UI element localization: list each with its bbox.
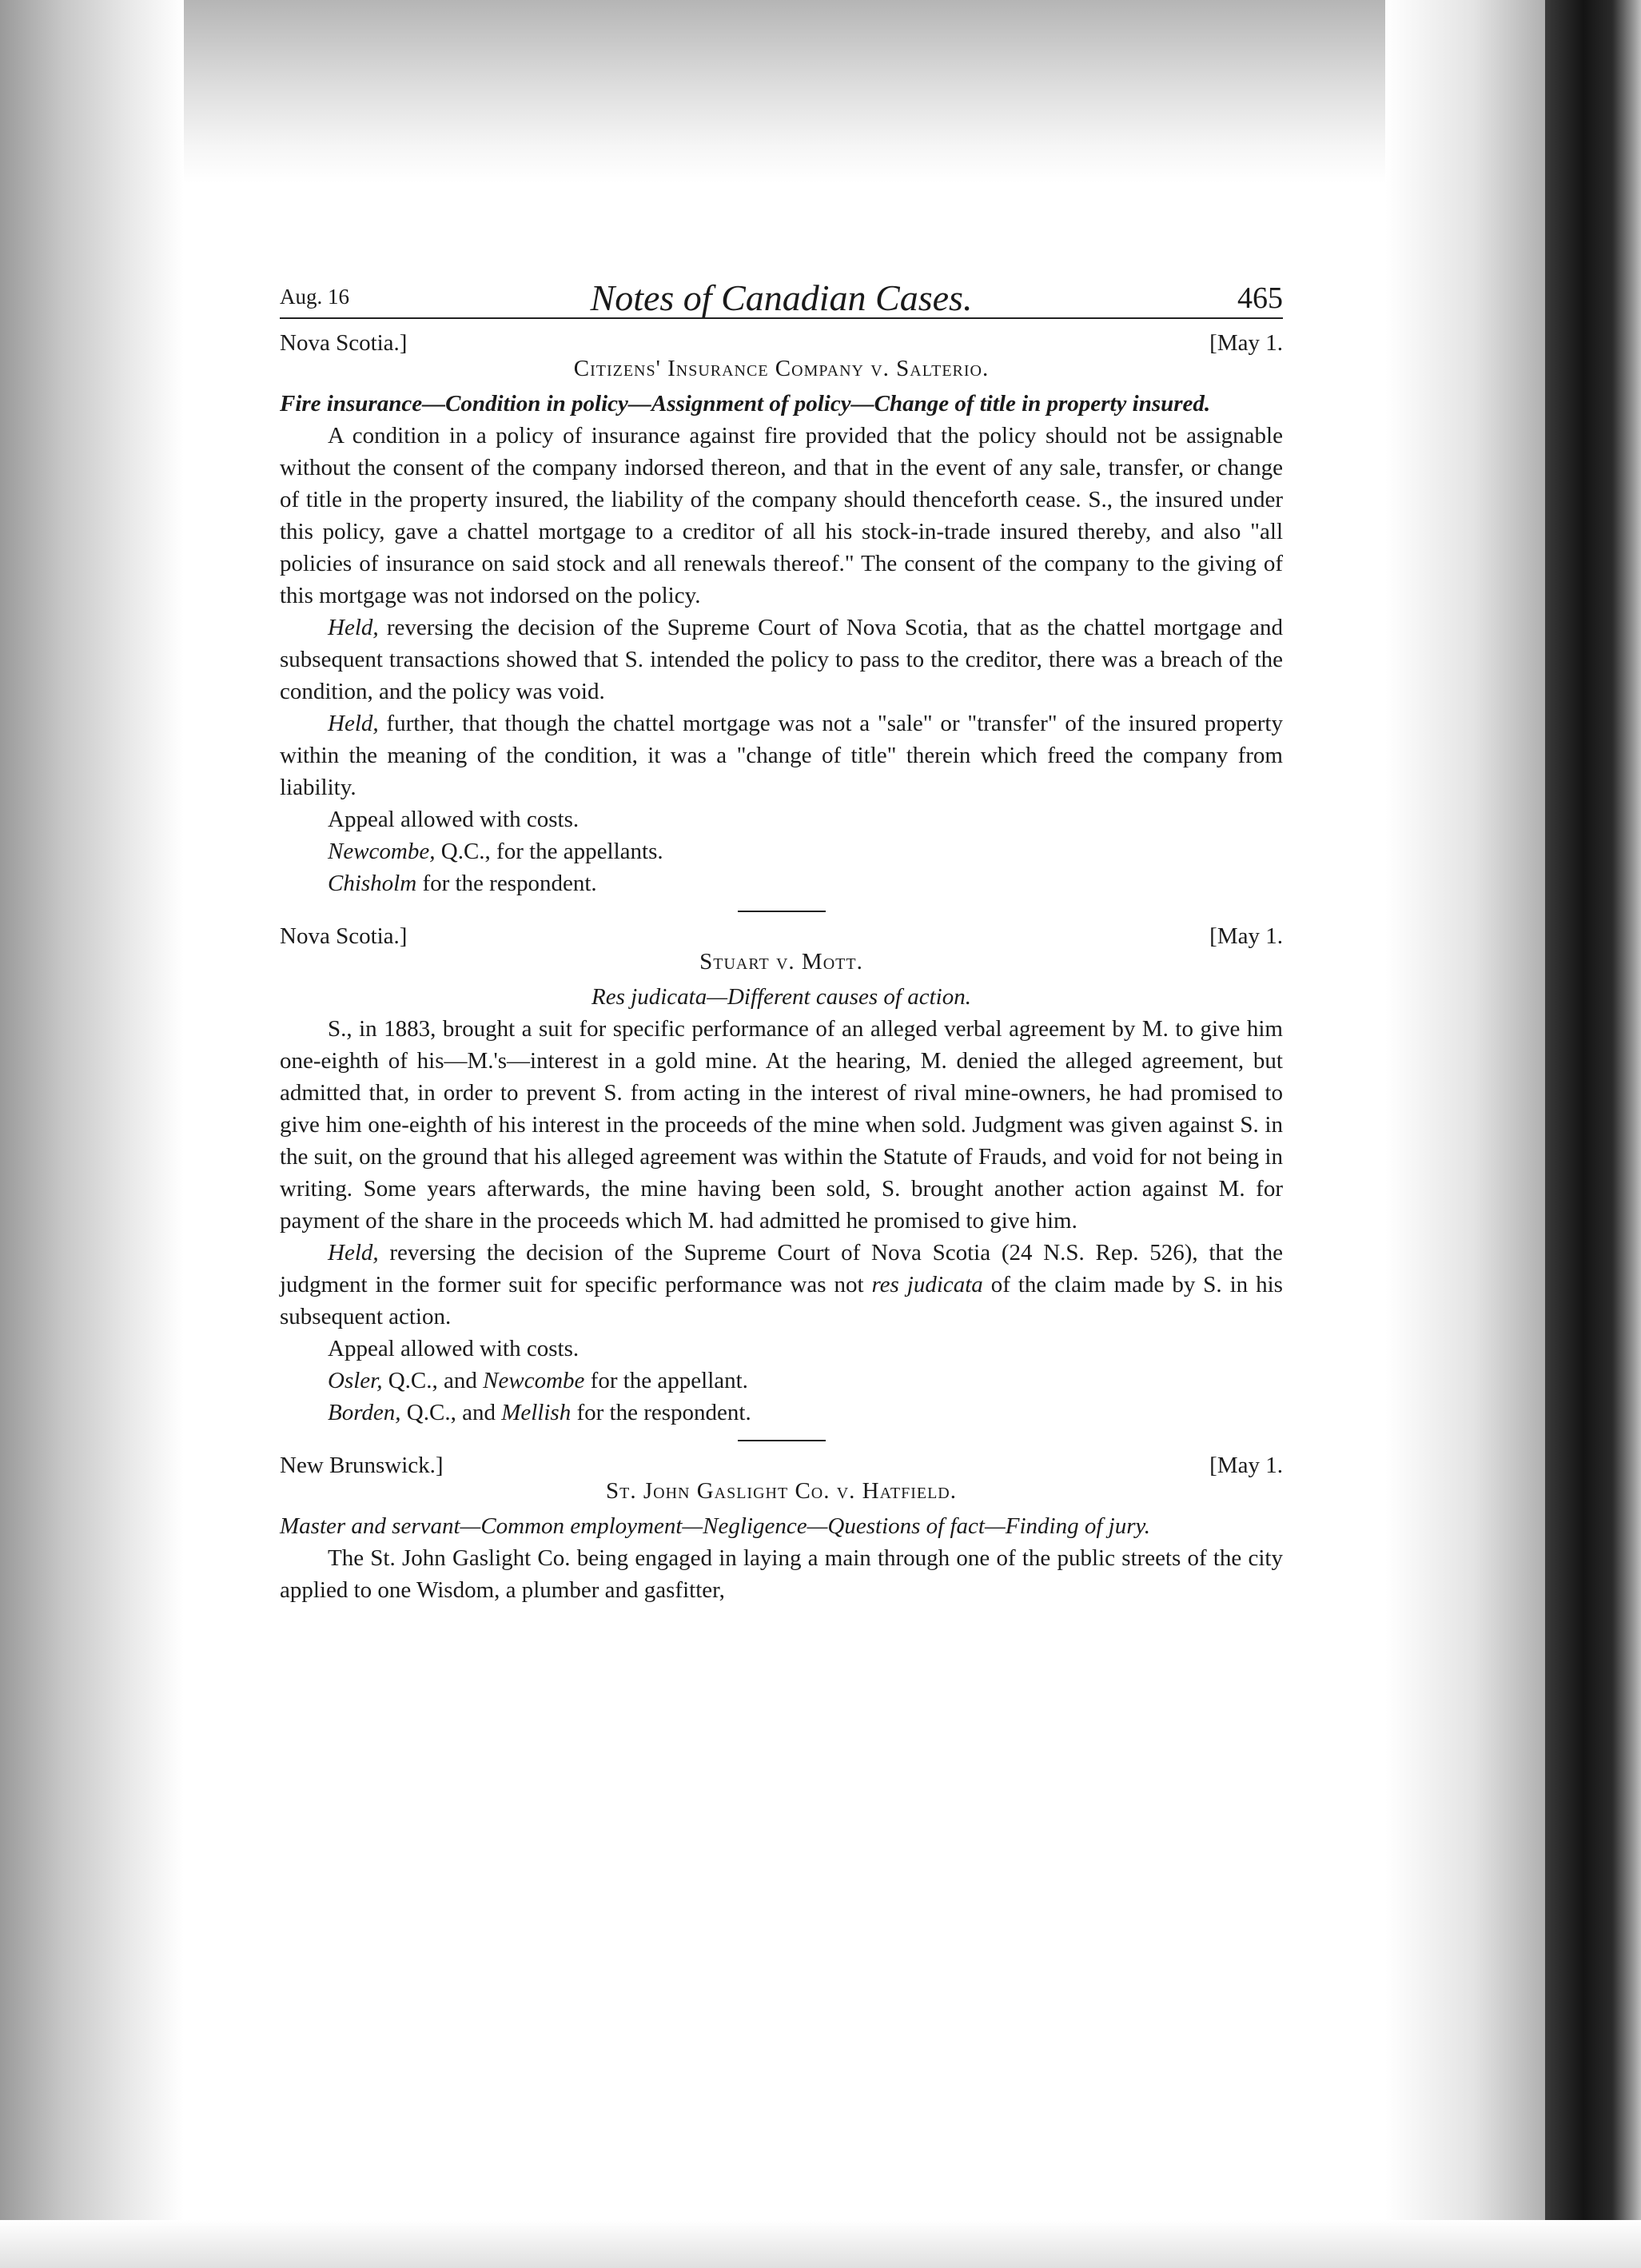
case-st-john-gaslight — [280, 1449, 1283, 1606]
case-paragraph: S., in 1883, brought a suit for specific performance of an alleged verbal agreement by M. to give him one-eighth of his—M.'s—interest in a gold mine. At the hearing, M. denied the alleged agreement, but admitted that, in order to prevent S. from acting in the interest of rival mine-owners, he had promised to give him one-eighth of his interest in the proceeds of the mine when sold. Judgment was given against S. in the suit, on the ground that his alleged agreement was within the Statute of Frauds, and void for not being in writing. Some years afterwards, the mine having been sold, S. brought another action against M. for payment of the share in the proceeds which M. had admitted he promised to give him. — [280, 1016, 1283, 1234]
held-paragraph — [280, 708, 1283, 803]
case-result: Appeal allowed with costs. — [328, 1336, 580, 1361]
page-content — [280, 268, 1283, 1606]
held-label: Held, — [328, 615, 379, 640]
case-date: [May 1. — [1209, 1453, 1283, 1478]
held-label: Held, — [328, 1240, 379, 1266]
case-separator — [738, 911, 826, 912]
court-label: Nova Scotia.] — [280, 330, 408, 356]
counsel-name: Newcombe — [483, 1368, 585, 1393]
case-date: [May 1. — [1209, 923, 1283, 949]
case-paragraph: The St. John Gaslight Co. being engaged in laying a main through one of the public streets of the city applied to one Wisdom, a plumber and gasfitter, — [280, 1545, 1283, 1603]
case-heading — [280, 327, 1283, 359]
court-label: Nova Scotia.] — [280, 923, 408, 949]
held-text: reversing the decision of the Supreme Court of Nova Scotia, that as the chattel mortgage and subsequent transactions showed that S. intended the policy to pass to the creditor, there was a breach of the condition, and the policy was void. — [280, 615, 1283, 704]
counsel-role: Q.C., and — [382, 1368, 484, 1393]
counsel-role: for the appellant. — [584, 1368, 748, 1393]
court-label: New Brunswick.] — [280, 1453, 444, 1478]
held-text: of the claim made by S. in his subsequent action. — [280, 1272, 1283, 1329]
case-headnote — [280, 1510, 1283, 1542]
case-date: [May 1. — [1209, 330, 1283, 356]
case-heading — [280, 1449, 1283, 1481]
held-paragraph — [280, 612, 1283, 708]
held-text: further, that though the chattel mortgage was not a "sale" or "transfer" of the insured property within the meaning of the condition, it was a "change of title" therein which freed the company from liability. — [280, 711, 1283, 800]
counsel-line — [280, 1365, 1283, 1397]
book-binding-edge — [1545, 0, 1641, 2268]
counsel-name: Osler, — [328, 1368, 383, 1393]
page-number: 465 — [1237, 281, 1283, 315]
scan-shadow-left — [0, 0, 184, 2268]
headnote-text: Res judicata—Different causes of action. — [591, 984, 971, 1010]
counsel-line — [280, 1397, 1283, 1429]
case-stuart-v-mott — [280, 920, 1283, 1429]
case-citizens-insurance — [280, 327, 1283, 899]
counsel-role: Q.C., for the appellants. — [435, 839, 663, 864]
case-separator — [738, 1440, 826, 1441]
held-text: reversing the decision of the Supreme Court of Nova Scotia (24 N.S. Rep. 526), that the judgment in the former suit for specific performance was not — [280, 1240, 1283, 1297]
case-headnote — [280, 388, 1283, 420]
held-paragraph — [280, 1237, 1283, 1333]
counsel-role: for the respondent. — [571, 1400, 751, 1425]
held-label: Held, — [328, 711, 379, 736]
counsel-name: Mellish — [501, 1400, 572, 1425]
held-text-italic: res judicata — [871, 1272, 983, 1297]
headnote-text: Fire insurance—Condition in policy—Assignment of policy—Change of title in property insured. — [280, 391, 1211, 417]
counsel-line — [280, 867, 1283, 899]
scan-shadow-bottom — [0, 2220, 1641, 2268]
counsel-name: Newcombe, — [328, 839, 436, 864]
running-header — [280, 268, 1283, 319]
counsel-name: Chisholm — [328, 871, 417, 896]
counsel-role: Q.C., and — [400, 1400, 502, 1425]
case-title: St. John Gaslight Co. v. Hatfield. — [606, 1478, 957, 1504]
scan-shadow-right — [1385, 0, 1545, 2268]
case-heading — [280, 920, 1283, 952]
case-result: Appeal allowed with costs. — [328, 807, 580, 832]
case-paragraph: A condition in a policy of insurance against fire provided that the policy should not be assignable without the consent of the company indorsed thereon, and that in the event of any sale, transfer, or change of title in the property insured, the liability of the company should thenceforth cease. S., the insured under this policy, gave a chattel mortgage to a creditor of all his stock-in-trade insured thereby, and also "all policies of insurance on said stock and all renewals thereof." The consent of the company to the giving of this mortgage was not indorsed on the policy. — [280, 423, 1283, 608]
case-title: Stuart v. Mott. — [699, 949, 863, 975]
counsel-role: for the respondent. — [416, 871, 597, 896]
headnote-text: Master and servant—Common employment—Negligence—Questions of fact—Finding of jury. — [280, 1513, 1151, 1539]
header-title: Notes of Canadian Cases. — [590, 277, 973, 318]
counsel-line — [280, 835, 1283, 867]
case-headnote — [280, 981, 1283, 1013]
case-title: Citizens' Insurance Company v. Salterio. — [573, 356, 990, 381]
counsel-name: Borden, — [328, 1400, 401, 1425]
header-date: Aug. 16 — [280, 285, 349, 309]
